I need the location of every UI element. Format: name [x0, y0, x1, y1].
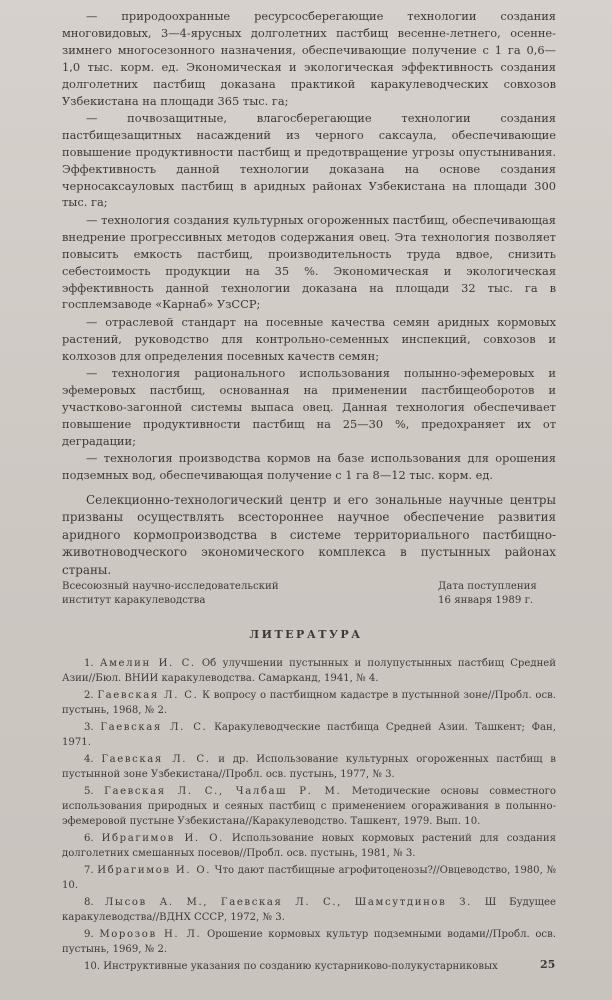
reference-number: 3.	[84, 722, 94, 733]
reference-author: Гаевская Л. С.	[97, 690, 199, 701]
reference-author: Морозов Н. Л.	[99, 929, 202, 941]
reference-number: 5.	[84, 786, 94, 797]
affiliation-line: институт каракулеводства	[62, 595, 206, 606]
reference-item	[62, 720, 556, 750]
literature-heading: ЛИТЕРАТУРА	[249, 628, 363, 641]
reference-number: 8.	[84, 897, 94, 909]
reference-list	[62, 656, 556, 976]
paragraph-item: — почвозащитные, влагосберегающие технологии создания пастбищезащитных насаждений из черного саксаула, обеспечивающие повышение продуктивности пастбищ и предотвращение угрозы опустынивания. Эффективность данной технологии доказана на основе создания черносаксауловых пастбищ в аридных районах Узбекистана на площади 300 тыс. га;	[62, 110, 556, 210]
reference-text: Инструктивные указания по созданию кустарниково-полукустарниковых	[103, 961, 498, 973]
reference-author: Лысов А. М., Гаевская Л. С., Шамсутдинов З. Ш	[104, 897, 498, 909]
received-date	[438, 580, 578, 608]
reference-author: Гаевская Л. С.	[100, 722, 208, 733]
reference-author: Ибрагимов И. О.	[97, 865, 212, 877]
reference-number: 9.	[84, 929, 94, 941]
reference-item	[62, 959, 556, 974]
paragraph-item: — технология производства кормов на базе использования для орошения подземных вод, обеспечивающая получение с 1 га 8—12 тыс. корм. ед.	[62, 451, 556, 482]
page-number: 25	[540, 958, 556, 971]
reference-text: Методические основы совместного использования природных и сеяных пастбищ с применением огораживания в полынно-эфемеровой пустыне Узбекистана//Каракулеводство. Ташкент, 1979. Вып. 10.	[62, 786, 556, 828]
reference-number: 10.	[84, 961, 101, 973]
reference-author: Амелин И. С.	[99, 658, 196, 669]
body-text	[62, 8, 556, 579]
reference-item	[62, 752, 556, 782]
reference-number: 6.	[84, 833, 94, 845]
reference-text: Орошение кормовых культур подземными водами//Пробл. осв. пустынь, 1969, № 2.	[62, 929, 556, 956]
final-paragraph: Селекционно-технологический центр и его зональные научные центры призваны осуществлять всестороннее научное обеспечение развития аридного кормопроизводства в системе территориального пастбищно-животноводческого экономического комплекса в пустынных районах страны.	[62, 492, 556, 577]
reference-author: Ибрагимов И. О.	[101, 833, 224, 845]
paragraph-item: — технология рационального использования полынно-эфемеровых и эфемеровых пастбищ, основанная на применении пастбищеоборотов и участково-загонной системы выпаса овец. Данная технология обеспечивает повышение продуктивности пастбищ на 25—30 %, предохраняет их от деградации;	[62, 366, 556, 448]
reference-item	[62, 688, 556, 718]
paragraph-item: — технология создания культурных огороженных пастбищ, обеспечивающая внедрение прогрессивных методов содержания овец. Эта технология позволяет повысить емкость пастбищ, производительность труда вдвое, снизить себестоимость продукции на 35 %. Экономическая и экологическая эффективность данной технологии доказана на площади 32 тыс. га в госплемзаводе «Карнаб» УзССР;	[62, 212, 556, 312]
reference-number: 4.	[84, 754, 94, 765]
received-label: Дата поступления	[438, 581, 537, 592]
reference-text: Будущее каракулеводства//ВДНХ СССР, 1972, № 3.	[62, 897, 556, 924]
reference-item	[62, 863, 556, 893]
reference-text: Каракулеводческие пастбища Средней Азии. Ташкент; Фан, 1971.	[62, 722, 556, 749]
affiliation	[62, 580, 302, 608]
reference-text: К вопросу о пастбищном кадастре в пустынной зоне//Пробл. осв. пустынь, 1968, № 2.	[62, 690, 557, 717]
paragraph-item: — природоохранные ресурсосберегающие технологии создания многовидовых, 3—4-ярусных долголетних пастбищ весенне-летнего, осенне-зимнего многосезонного назначения, обеспечивающие получение с 1 га 0,6—1,0 тыс. корм. ед. Экономическая и экологическая эффективность создания долголетних пастбищ доказана практикой каракулеводческих совхозов Узбекистана на площади 365 тыс. га;	[62, 9, 556, 108]
reference-item	[62, 784, 556, 830]
affiliation-line: Всесоюзный научно-исследовательский	[62, 581, 279, 592]
reference-author: Гаевская Л. С.	[101, 754, 211, 765]
received-date-value: 16 января 1989 г.	[438, 595, 534, 606]
paragraph-item: — отраслевой стандарт на посевные качества семян аридных кормовых растений, руководство для контрольно-семенных инспекций, совхозов и колхозов для определения посевных качеств семян;	[62, 314, 556, 363]
reference-item	[62, 656, 556, 686]
reference-number: 1.	[84, 658, 94, 669]
reference-text: Что дают пастбищные агрофитоценозы?//Овцеводство, 1980, № 10.	[62, 865, 556, 892]
reference-author: Гаевская Л. С., Чалбаш Р. М.	[104, 786, 342, 797]
reference-number: 7.	[84, 865, 94, 877]
reference-text: Об улучшении пустынных и полупустынных пастбищ Средней Азии//Бюл. ВНИИ каракулеводства. Самарканд, 1941, № 4.	[62, 658, 556, 685]
reference-item	[62, 831, 556, 861]
reference-item	[62, 895, 556, 925]
reference-number: 2.	[84, 690, 94, 701]
reference-item	[62, 927, 556, 957]
reference-text: Использование новых кормовых растений для создания долголетних смешанных посевов//Пробл. осв. пустынь, 1981, № 3.	[62, 833, 556, 860]
reference-text: и др. Использование культурных огороженных пастбищ в пустынной зоне Узбекистана//Пробл. осв. пустынь, 1977, № 3.	[62, 754, 556, 781]
